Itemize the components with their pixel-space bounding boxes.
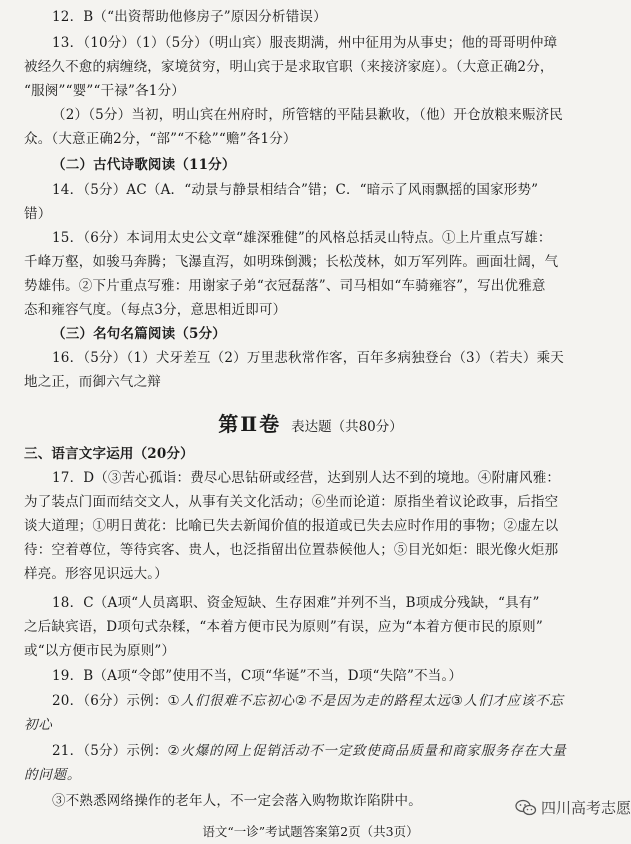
answer-21-label: 21．（5分）示例： <box>52 743 168 759</box>
answer-12: 12．B（“出资帮助他修房子”原因分析错误） <box>52 9 327 25</box>
answer-15-line1: 15．（6分）本词用太史公文章“雄深雅健”的风格总括灵山特点。①上片重点写雄： <box>52 230 552 246</box>
volume-2-title <box>0 408 621 437</box>
section-language-heading: 三、语言文字运用（20分） <box>24 446 194 462</box>
answer-13-2-line1: （2）（5分）当初，明山宾在州府时，所管辖的平陆县歉收，（他）开仓放粮来赈济民 <box>52 107 563 123</box>
answer-20-line2: 初心 <box>24 717 53 733</box>
answer-18-line3: 或“以方便市民为原则”） <box>24 643 176 659</box>
answer-21-line3: ③不熟悉网络操作的老年人，不一定会落入购物欺诈陷阱中。 <box>52 793 422 809</box>
answer-20-label: 20．（6分）示例： <box>52 693 168 709</box>
answer-14-line2: 错） <box>24 206 52 222</box>
volume-label: 第Ⅱ卷 <box>218 412 282 436</box>
answer-17-line2: 为了装点门面而结交文人，从事有关文化活动；⑥坐而论道：原指坐着议论政事，后指空 <box>24 494 559 510</box>
answer-15-line2: 千峰万壑，如骏马奔腾；飞瀑直泻，如明珠倒溅；长松茂林，如万军列阵。画面壮阔，气 <box>24 254 559 270</box>
answer-17-line3: 谈大道理；①明日黄花：比喻已失去新闻价值的报道或已失去应时作用的事物；②虚左以 <box>24 518 559 534</box>
section-poetry-heading: （二）古代诗歌阅读（11分） <box>52 157 236 173</box>
answer-19: 19．B（A项“令郎”使用不当，C项“华诞”不当，D项“失陪”不当。） <box>52 668 463 684</box>
answer-20-handwritten: ①人们很难不忘初心②不是因为走的路程太远③人们才应该不忘 <box>167 693 564 709</box>
volume-subtitle: 表达题（共80分） <box>291 419 403 435</box>
answer-17-line1: 17．D（③苦心孤诣：费尽心思钻研或经营，达到别人达不到的境地。④附庸风雅： <box>52 470 561 486</box>
answer-21-handwritten: ②火爆的网上促销活动不一定致使商品质量和商家服务存在大量 <box>167 743 567 759</box>
answer-14-line1: 14．（5分）AC（A．“动景与静景相结合”错；C．“暗示了风雨飘摇的国家形势” <box>52 182 539 198</box>
answer-18-line2: 之后缺宾语，D项句式杂糅，“本着方便市民为原则”有误，应为“本着方便市民的原则” <box>24 619 543 635</box>
answer-17-line5: 样亮。形容见识远大。） <box>24 566 168 582</box>
answer-18-line1: 18．C（A项“人员离职、资金短缺、生存困难”并列不当，B项成分残缺，“具有” <box>52 595 540 611</box>
watermark-text: 四川高考志愿 <box>541 799 631 817</box>
page-footer: 语文“一诊”考试题答案第2页（共3页） <box>202 824 419 839</box>
answer-16-line2: 地之正，而御六气之辩 <box>24 374 161 390</box>
section-famous-lines-heading: （三）名句名篇阅读（5分） <box>52 326 226 342</box>
answer-21-line1 <box>52 742 567 760</box>
answer-13-2-line2: 众。（大意正确2分，“部”“不稔”“赡”各1分） <box>24 131 297 147</box>
answer-13-line2: 被经久不愈的病缠绕，家境贫穷，明山宾于是求取官职（来接济家庭）。（大意正确2分， <box>24 59 554 75</box>
wechat-watermark <box>515 797 631 818</box>
answer-13-line1: 13．（10分）（1）（5分）（明山宾）服丧期满，州中征用为从事史；他的哥哥明仲璋 <box>52 35 558 51</box>
answer-21-line2: 的问题。 <box>24 767 82 783</box>
answer-20-line1 <box>52 692 564 710</box>
answer-15-line4: 态和雍容气度。（每点3分，意思相近即可） <box>24 302 287 318</box>
answer-13-line3: “服阕”“婴”“干禄”各1分） <box>24 83 185 99</box>
answer-15-line3: 势雄伟。②下片重点写雅：用谢家子弟“衣冠磊落”、司马相如“车骑雍容”，写出优雅意 <box>24 278 546 294</box>
wechat-icon <box>515 799 537 817</box>
answer-16-line1: 16．（5分）（1）犬牙差互（2）万里悲秋常作客，百年多病独登台（3）（若夫）乘天 <box>52 350 564 366</box>
answer-17-line4: 待：空着尊位，等待宾客、贵人，也泛指留出位置恭候他人；⑤目光如炬：眼光像火炬那 <box>24 542 559 558</box>
